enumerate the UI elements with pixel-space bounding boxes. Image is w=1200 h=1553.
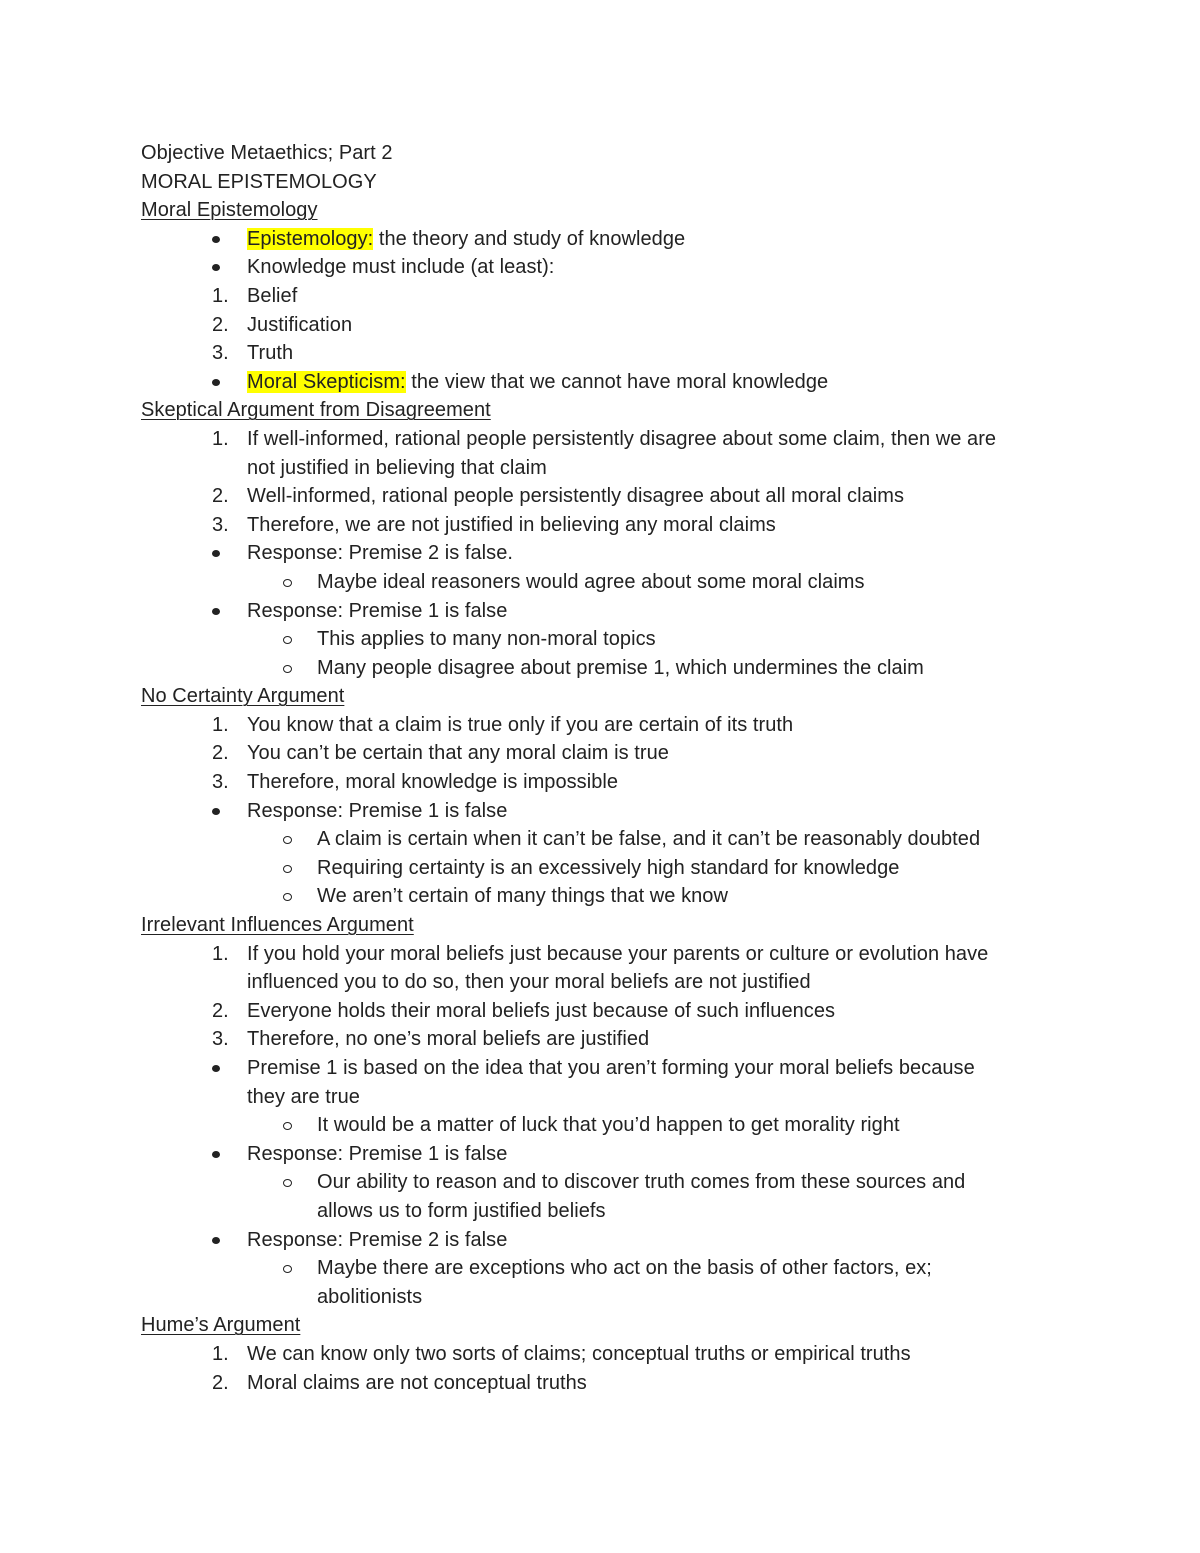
list-number: 1.	[212, 713, 229, 736]
bullet-item: Moral Skepticism: the view that we cannot have moral knowledge	[141, 368, 1071, 397]
sub-bullet-item: Our ability to reason and to discover truth comes from these sources and	[141, 1168, 1071, 1197]
sub-bullet-item: A claim is certain when it can’t be false, and it can’t be reasonably doubted	[141, 825, 1071, 854]
numbered-item: 2. You can’t be certain that any moral claim is true	[141, 739, 1071, 768]
numbered-item: 3. Therefore, moral knowledge is impossible	[141, 768, 1071, 797]
bullet-dot-icon	[212, 1237, 220, 1244]
bullet-item: Response: Premise 2 is false.	[141, 539, 1071, 568]
list-number: 3.	[212, 513, 229, 536]
section-heading: Hume’s Argument	[141, 1314, 301, 1337]
list-number: 1.	[212, 942, 229, 965]
section-heading: Moral Epistemology	[141, 199, 318, 222]
list-number: 2.	[212, 999, 229, 1022]
numbered-item-continuation: not justified in believing that claim	[247, 456, 547, 479]
list-number: 1.	[212, 1342, 229, 1365]
numbered-item: 2. Everyone holds their moral beliefs just because of such influences	[141, 997, 1071, 1026]
sub-bullet-item-continuation: abolitionists	[317, 1285, 423, 1308]
bullet-item: Response: Premise 2 is false	[141, 1226, 1071, 1255]
sub-bullet-item: Maybe there are exceptions who act on the basis of other factors, ex;	[141, 1254, 1071, 1283]
numbered-item: 2. Moral claims are not conceptual truths	[141, 1369, 1071, 1398]
document-subtitle: MORAL EPISTEMOLOGY	[141, 170, 377, 193]
highlighted-term: Epistemology:	[247, 227, 374, 250]
bullet-dot-icon	[212, 550, 220, 557]
section-heading: Irrelevant Influences Argument	[141, 914, 414, 937]
section-heading: Skeptical Argument from Disagreement	[141, 399, 491, 422]
bullet-dot-icon	[212, 1151, 220, 1158]
bullet-dot-icon	[212, 808, 220, 815]
list-number: 1.	[212, 284, 229, 307]
bullet-circle-icon	[283, 865, 292, 873]
sub-bullet-item-continuation: allows us to form justified beliefs	[317, 1199, 606, 1222]
bullet-dot-icon	[212, 264, 220, 271]
sub-bullet-item: Maybe ideal reasoners would agree about some moral claims	[141, 568, 1071, 597]
numbered-item: 1. Belief	[141, 282, 1071, 311]
numbered-item: 1. We can know only two sorts of claims; conceptual truths or empirical truths	[141, 1340, 1071, 1369]
numbered-item-continuation: influenced you to do so, then your moral beliefs are not justified	[247, 971, 811, 994]
list-number: 2.	[212, 313, 229, 336]
numbered-item: 1. If well-informed, rational people persistently disagree about some claim, then we are	[141, 425, 1071, 454]
list-number: 2.	[212, 485, 229, 508]
bullet-circle-icon	[283, 636, 292, 644]
list-number: 2.	[212, 742, 229, 765]
bullet-item-continuation: they are true	[247, 1085, 360, 1108]
document-title: Objective Metaethics; Part 2	[141, 142, 393, 164]
numbered-item: 3. Therefore, no one’s moral beliefs are justified	[141, 1025, 1071, 1054]
bullet-dot-icon	[212, 236, 220, 243]
sub-bullet-item: Many people disagree about premise 1, which undermines the claim	[141, 654, 1071, 683]
sub-bullet-item: This applies to many non-moral topics	[141, 625, 1071, 654]
sub-bullet-item: Requiring certainty is an excessively high standard for knowledge	[141, 854, 1071, 883]
bullet-dot-icon	[212, 379, 220, 386]
bullet-dot-icon	[212, 1065, 220, 1072]
bullet-item: Premise 1 is based on the idea that you aren’t forming your moral beliefs because	[141, 1054, 1071, 1083]
list-number: 1.	[212, 427, 229, 450]
numbered-item: 2. Justification	[141, 311, 1071, 340]
bullet-dot-icon	[212, 608, 220, 615]
bullet-item: Knowledge must include (at least):	[141, 253, 1071, 282]
bullet-item: Response: Premise 1 is false	[141, 1140, 1071, 1169]
document-body	[141, 139, 1071, 1397]
list-number: 3.	[212, 342, 229, 365]
highlighted-term: Moral Skepticism:	[247, 370, 406, 393]
numbered-item: 3. Truth	[141, 339, 1071, 368]
list-number: 3.	[212, 771, 229, 794]
bullet-circle-icon	[283, 893, 292, 901]
list-number: 3.	[212, 1028, 229, 1051]
list-number: 2.	[212, 1371, 229, 1394]
bullet-item: Response: Premise 1 is false	[141, 797, 1071, 826]
bullet-circle-icon	[283, 1265, 292, 1273]
bullet-circle-icon	[283, 1179, 292, 1187]
sub-bullet-item: It would be a matter of luck that you’d happen to get morality right	[141, 1111, 1071, 1140]
numbered-item: 3. Therefore, we are not justified in believing any moral claims	[141, 511, 1071, 540]
bullet-circle-icon	[283, 579, 292, 587]
section-heading: No Certainty Argument	[141, 685, 345, 708]
numbered-item: 1. You know that a claim is true only if you are certain of its truth	[141, 711, 1071, 740]
bullet-item: Epistemology: the theory and study of knowledge	[141, 225, 1071, 254]
numbered-item: 1. If you hold your moral beliefs just because your parents or culture or evolution have	[141, 940, 1071, 969]
bullet-circle-icon	[283, 665, 292, 673]
bullet-item: Response: Premise 1 is false	[141, 597, 1071, 626]
bullet-circle-icon	[283, 1122, 292, 1130]
numbered-item: 2. Well-informed, rational people persistently disagree about all moral claims	[141, 482, 1071, 511]
sub-bullet-item: We aren’t certain of many things that we know	[141, 882, 1071, 911]
bullet-circle-icon	[283, 836, 292, 844]
